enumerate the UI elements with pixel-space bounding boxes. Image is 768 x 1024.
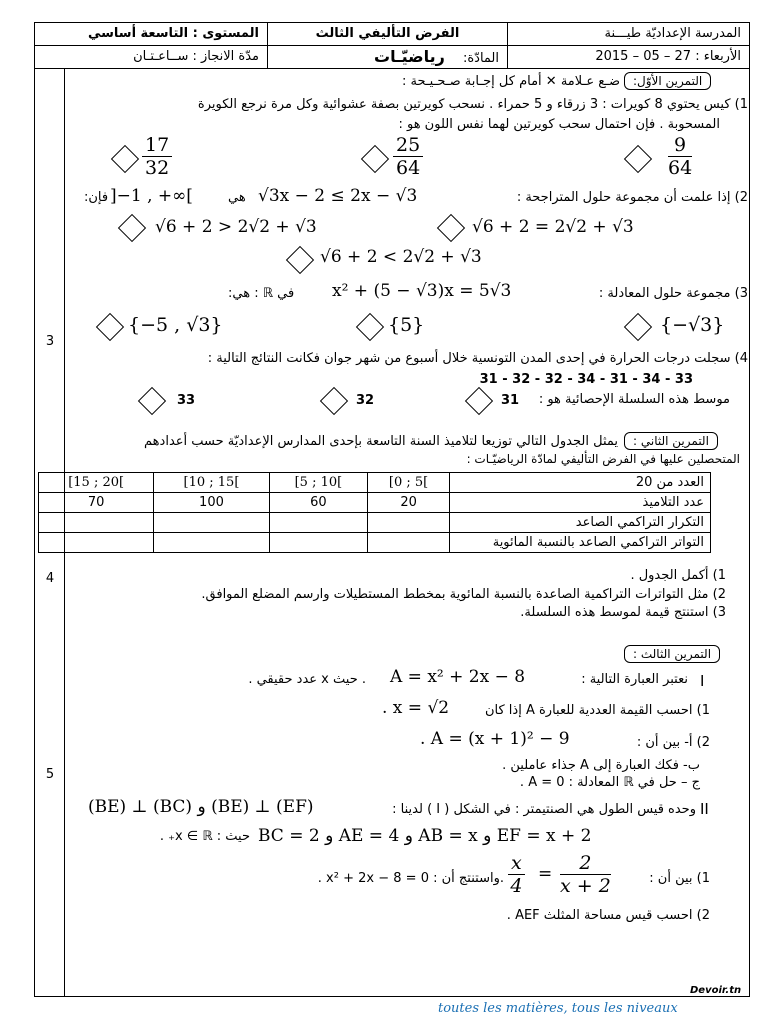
table-row-cumulative — [39, 513, 711, 533]
q2-option-a: √6 + 2 > 2√2 + √3 — [155, 217, 317, 237]
table-cell-empty[interactable] — [39, 533, 154, 553]
ex1-instructions: ضـع عـلامة ✕ أمام كل إجـابة صـحـيـحة : — [402, 74, 620, 89]
exam-title: الفرض التأليفي الثالث — [268, 23, 507, 46]
q4-option-b: 32 — [356, 393, 375, 408]
footer-slogan: toutes les matières, tous les niveaux — [438, 1001, 678, 1016]
header-table — [35, 23, 749, 69]
q4-series: 33 - 34 - 31 - 34 - 32 - 32 - 31 — [479, 372, 693, 387]
ex3-part-1: I — [700, 672, 705, 690]
table-row-label: العدد من 20 — [450, 473, 711, 493]
header-col-exam — [267, 23, 507, 69]
q3-option-c: {−√3} — [660, 314, 725, 336]
ex1-q3-text: 3) مجموعة حلول المعادلة : — [598, 286, 748, 301]
ex3-q2a-text: 2) أ- بين أن : — [636, 735, 710, 750]
ex3-q3-deduce: .واستنتج أن : 0 = 8 − x² + 2x . — [317, 871, 504, 886]
ex3-q1-text: 1) احسب القيمة العددية للعبارة A إذا كان — [484, 703, 710, 718]
ex3-part-2: II — [700, 800, 709, 818]
ex3-p1-text: نعتبر العبارة التالية : — [581, 672, 688, 687]
q3-option-a: {−5 , √3} — [128, 314, 223, 336]
expression-A: A = x² + 2x − 8 — [390, 667, 526, 687]
q1-option-a: $\frac{17}{32}$ — [142, 134, 172, 179]
table-row-label: عدد التلاميذ — [450, 493, 711, 513]
table-cell-empty[interactable] — [154, 533, 269, 553]
ex2-intro-line2: المتحصلين عليها في الفرض التأليفي لمادّة الرياضيّـات : — [466, 452, 740, 466]
ex3-badge: التمرين الثالث : — [624, 645, 720, 663]
table-row-label: التواتر التراكمي الصاعد بالنسبة المائوية — [450, 533, 711, 553]
score-ex2: 4 — [45, 571, 55, 586]
ex2-badge: التمرين الثاني : — [624, 432, 718, 450]
ex1-badge: التمرين الأوّل: — [624, 72, 711, 90]
table-cell-empty[interactable] — [368, 513, 450, 533]
table-cell: [15 ; 20[ — [39, 473, 154, 493]
table-row-intervals — [39, 473, 711, 493]
ex3-q2c: ج – حل في ℝ المعادلة : A = 0 . — [519, 775, 700, 790]
ex1-q1-line2: المسحوبة . فإن احتمال سحب كويرتين لهما نفس اللون هو : — [398, 117, 720, 132]
table-cell: [5 ; 10[ — [269, 473, 368, 493]
ex3-q1-math: . x = √2 — [382, 698, 450, 718]
ex3-domain: حيث : x ∈ ℝ₊ . — [159, 829, 250, 844]
q4-option-c: 31 — [501, 393, 520, 408]
ex3-q3-equals: = — [538, 864, 553, 884]
ex3-A-tail: . حيث x عدد حقيقي . — [248, 672, 366, 687]
table-cell: 20 — [368, 493, 450, 513]
ex2-task-2: 2) مثل التواترات التراكمية الصاعدة بالنسبة المائوية بمخطط المستطيلات وارسم المضلع الموافق. — [201, 587, 726, 602]
table-row-label: التكرار التراكمي الصاعد — [450, 513, 711, 533]
q4-option-a: 33 — [177, 393, 196, 408]
score-ex1: 3 — [45, 334, 55, 349]
score-ex3: 5 — [45, 767, 55, 782]
subject-label: المادّة: — [462, 51, 499, 66]
table-cell: [10 ; 15[ — [154, 473, 269, 493]
ex3-perpendicular: (BE) ⊥ (BC) و (BE) ⊥ (EF) — [88, 797, 314, 817]
table-row-counts — [39, 493, 711, 513]
subject-name: رياضيّـات — [374, 47, 445, 66]
q2-solution-set: ]−1 , +∞[ — [110, 186, 193, 206]
table-cell-empty[interactable] — [269, 513, 368, 533]
site-logo: Devoir.tn — [690, 985, 742, 996]
q3-in-R: في ℝ : هي: — [228, 286, 295, 301]
table-row-cumulative-percent — [39, 533, 711, 553]
school-name: المدرسة الإعداديّة طيـــنة — [508, 23, 749, 46]
ex1-q4-text: 4) سجلت درجات الحرارة في إحدى المدن التونسية خلال أسبوع من شهر جوان فكانت النتائج التالية : — [207, 351, 748, 366]
table-cell-empty[interactable] — [39, 513, 154, 533]
header-col-school — [507, 23, 749, 69]
level-text: المستوى : التاسعة أساسي — [35, 23, 267, 46]
q2-is: هي — [228, 190, 246, 205]
ex3-lengths: BC = 2 و AE = 4 و AB = x و EF = x + 2 — [258, 826, 592, 846]
table-cell-empty[interactable] — [154, 513, 269, 533]
table-cell: 70 — [39, 493, 154, 513]
ex3-q2b: ب- فكك العبارة إلى A جذاء عاملين . — [502, 758, 700, 773]
table-cell-empty[interactable] — [269, 533, 368, 553]
duration-text: مدّة الانجاز : ســاعـتـان — [133, 49, 259, 64]
ex3-q3-fraction-left: $\frac{x}{4}$ — [508, 852, 525, 897]
table-cell: [0 ; 5[ — [368, 473, 450, 493]
frequency-table — [38, 472, 711, 553]
q2-inequality: √3x − 2 ≤ 2x − √3 — [258, 186, 418, 206]
ex3-q3-fraction-right: $\frac{2}{x + 2}$ — [560, 852, 611, 897]
ex3-q2a-math: . A = (x + 1)² − 9 — [420, 729, 570, 749]
q2-option-b: √6 + 2 = 2√2 + √3 — [472, 217, 634, 237]
q3-equation: x² + (5 − √3)x = 5√3 — [332, 281, 512, 301]
table-cell: 60 — [269, 493, 368, 513]
ex3-q3-text: 1) بين أن : — [649, 871, 710, 886]
ex2-task-3: 3) استنتج قيمة لموسط هذه السلسلة. — [520, 605, 726, 620]
ex3-q4-text: 2) احسب قيس مساحة المثلث AEF . — [506, 908, 710, 923]
table-cell-empty[interactable] — [368, 533, 450, 553]
q1-option-c: $\frac{9}{64}$ — [668, 134, 693, 179]
ex3-p2-text: وحده قيس الطول هي الصنتيمتر : في الشكل ( I ) لدينا : — [392, 802, 696, 817]
ex2-intro-line1: يمثل الجدول التالي توزيعا لتلاميذ السنة التاسعة بإحدى المدارس الإعداديّة حسب أعدادهم — [144, 434, 618, 449]
table-cell: 100 — [154, 493, 269, 513]
header-col-level — [35, 23, 267, 69]
q1-option-b: $\frac{25}{64}$ — [393, 134, 423, 179]
ex1-q1-line1: 1) كيس يحتوي 8 كويرات : 3 زرقاء و 5 حمراء . نسحب كويرتين بصفة عشوائية وكل مرة نرجع الكويرة — [197, 97, 748, 112]
ex1-q2-text: 2) إذا علمت أن مجموعة حلول المتراجحة : — [516, 190, 748, 205]
ex2-task-1: 1) أكمل الجدول . — [630, 568, 726, 583]
q2-then: فإن: — [84, 190, 109, 205]
q2-option-c: √6 + 2 < 2√2 + √3 — [320, 247, 482, 267]
q3-option-b: {5} — [388, 314, 425, 336]
ex1-q4-question: موسط هذه السلسلة الإحصائية هو : — [538, 392, 730, 407]
exam-date: الأربعاء : 27 – 05 – 2015 — [595, 49, 741, 64]
subject-cell — [268, 46, 507, 69]
